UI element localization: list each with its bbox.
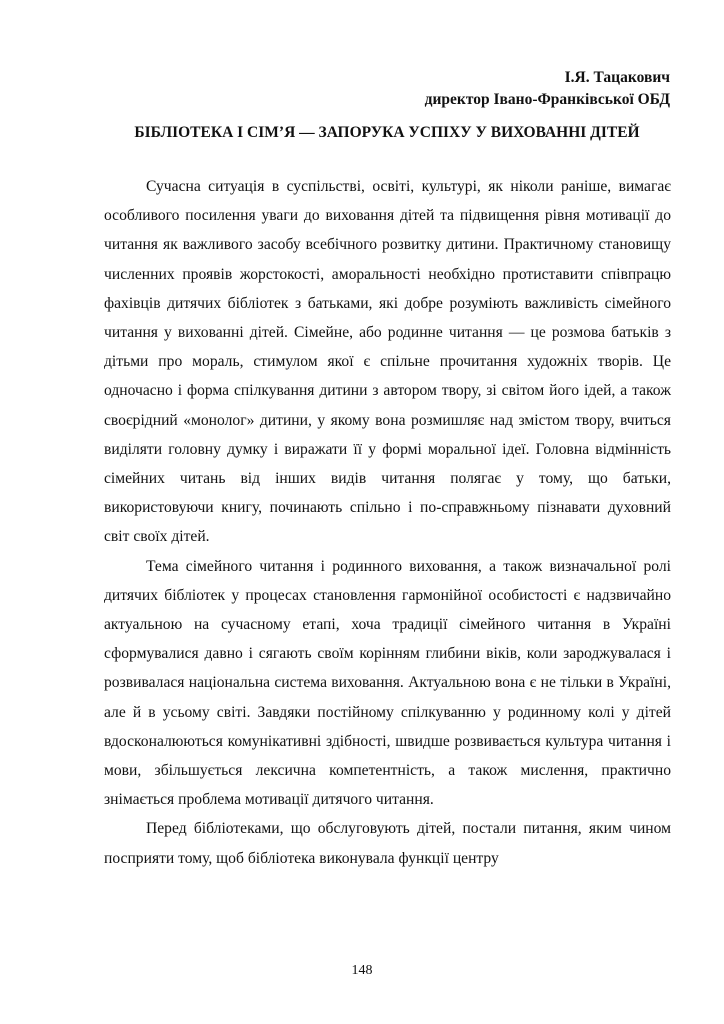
author-name: І.Я. Тацакович <box>564 69 670 86</box>
author-block <box>425 67 670 111</box>
article-body <box>104 172 671 873</box>
author-position: директор Івано-Франківської ОБД <box>424 91 670 108</box>
article-title: БІБЛІОТЕКА І СІМ’Я — ЗАПОРУКА УСПІХУ У ВИХОВАННІ ДІТЕЙ <box>134 124 640 141</box>
page-number: 148 <box>351 963 373 978</box>
paragraph-2: Тема сімейного читання і родинного виховання, а також визначальної ролі дитячих бібліотек у процесах становлення гармонійної особистості є надзвичайно актуальною на сучасному етапі, хоча традиції сімейного читання в Україні сформувалися давно і сягають своїм корінням глибини віків, коли зароджувалася і розвивалася національна система виховання. Актуальною вона є не тільки в Україні, але й в усьому світі. Завдяки постійному спілкуванню у родинному колі у дітей вдосконалюються комунікативні здібності, швидше розвивається культура читання і мови, збільшується лексична компетентність, а також мислення, практично знімається проблема мотивації дитячого читання. <box>104 557 671 809</box>
paragraph-3: Перед бібліотеками, що обслуговують дітей, постали питання, яким чином посприяти тому, щоб бібліотека виконувала функції центру <box>104 820 671 867</box>
paragraph-1: Сучасна ситуація в суспільстві, освіті, культурі, як ніколи раніше, вимагає особливого посилення уваги до виховання дітей та підвищення рівня мотивації до читання як важливого засобу всебічного розвитку дитини. Практичному становищу численних проявів жорстокості, аморальності необхідно протиставити співпрацю фахівців дитячих бібліотек з батьками, які добре розуміють важливість сімейного читання у вихованні дітей. Сімейне, або родинне читання — це розмова батьків з дітьми про мораль, стимулом якої є спільне прочитання художніх творів. Це одночасно і форма спілкування дитини з автором твору, зі світом його ідей, а також своєрідний «монолог» дитини, у якому вона розмишляє над змістом твору, вчиться виділяти головну думку і виражати її у формі моральної ідеї. Головна відмінність сімейних читань від інших видів читання полягає у тому, що батьки, використовуючи книгу, починають спільно і по-справжньому пізнавати духовний світ своїх дітей. <box>104 178 671 546</box>
